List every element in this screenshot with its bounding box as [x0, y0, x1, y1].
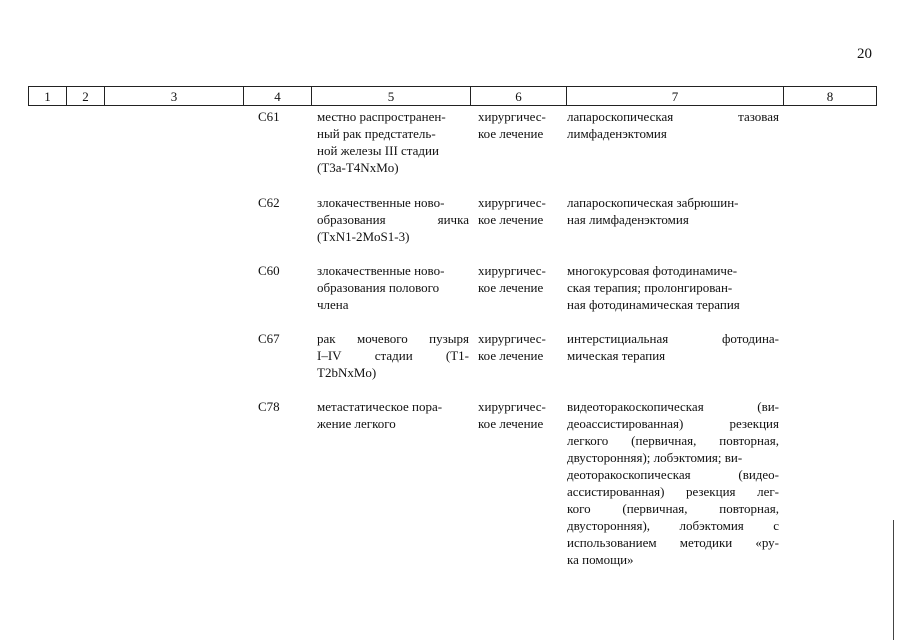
treatment-line: кое лечение: [478, 212, 544, 227]
diagnosis-line: [317, 211, 469, 228]
method-word: лег-: [757, 484, 779, 499]
method-word: деоторакоскопическая: [567, 467, 691, 482]
diagnosis-line: члена: [317, 297, 349, 312]
method-word: деоассистированная): [567, 416, 684, 431]
method-word: двусторонняя),: [567, 518, 651, 533]
diagnosis-word: рак: [317, 331, 336, 346]
method-line: [567, 466, 779, 483]
method-line: [567, 330, 779, 347]
method-word: (ви-: [757, 399, 779, 414]
diagnosis-line: злокачественные ново-: [317, 195, 445, 210]
method-word: интерстициальная: [567, 331, 669, 346]
method-word: легкого: [567, 433, 609, 448]
column-header-5: 5: [311, 86, 470, 106]
diagnosis-code: C60: [258, 263, 280, 278]
diagnosis-word: (T1-: [445, 348, 469, 363]
method-word: использованием: [567, 535, 657, 550]
column-header-3: 3: [104, 86, 243, 106]
diagnosis-word: пузыря: [429, 331, 469, 346]
method-line: ская терапия; пролонгирован-: [567, 280, 733, 295]
diagnosis-line: T2bNxMo): [317, 365, 377, 380]
method-line: ка помощи»: [567, 552, 634, 567]
column-header-8: 8: [783, 86, 877, 106]
diagnosis-line: образования полового: [317, 280, 440, 295]
diagnosis-code: C61: [258, 109, 280, 124]
diagnosis-line: [317, 330, 469, 347]
method-line: лапароскопическая забрюшин-: [567, 195, 739, 210]
method-line: [567, 108, 779, 125]
method-line: [567, 517, 779, 534]
diagnosis-code: C78: [258, 399, 280, 414]
method-line: [567, 415, 779, 432]
method-line: многокурсовая фотодинамиче-: [567, 263, 738, 278]
column-header-4: 4: [243, 86, 311, 106]
treatment-line: кое лечение: [478, 280, 544, 295]
method-word: тазовая: [738, 109, 779, 124]
treatment-line: кое лечение: [478, 416, 544, 431]
column-header-1: 1: [28, 86, 66, 106]
method-word: резекция: [729, 416, 779, 431]
method-line: [567, 534, 779, 551]
diagnosis-line: ной железы III стадии: [317, 143, 439, 158]
method-line: двусторонняя); лобэктомия; ви-: [567, 450, 743, 465]
method-line: ная лимфаденэктомия: [567, 212, 689, 227]
treatment-line: хирургичес-: [478, 399, 546, 414]
diagnosis-line: злокачественные ново-: [317, 263, 445, 278]
method-line: ная фотодинамическая терапия: [567, 297, 740, 312]
diagnosis-word: I–IV: [317, 348, 342, 363]
page-number: 20: [857, 46, 872, 62]
diagnosis-line: ный рак предстатель-: [317, 126, 436, 141]
method-line: мическая терапия: [567, 348, 666, 363]
method-word: (первичная,: [631, 433, 697, 448]
diagnosis-word: образования: [317, 212, 386, 227]
treatment-line: хирургичес-: [478, 109, 546, 124]
method-word: «ру-: [755, 535, 779, 550]
diagnosis-code: C67: [258, 331, 280, 346]
diagnosis-word: яичка: [437, 212, 469, 227]
method-word: (видео-: [738, 467, 779, 482]
method-word: повторная,: [719, 433, 779, 448]
diagnosis-line: метастатическое пора-: [317, 399, 443, 414]
method-word: с: [773, 518, 779, 533]
treatment-line: кое лечение: [478, 126, 544, 141]
method-line: лимфаденэктомия: [567, 126, 667, 141]
column-header-2: 2: [66, 86, 104, 106]
method-word: видеоторакоскопическая: [567, 399, 704, 414]
method-line: [567, 432, 779, 449]
method-line: [567, 398, 779, 415]
method-word: резекция: [685, 484, 736, 499]
treatment-line: хирургичес-: [478, 195, 546, 210]
column-header-7: 7: [566, 86, 783, 106]
method-line: [567, 500, 779, 517]
method-word: ассистированная): [567, 484, 665, 499]
method-word: фотодина-: [721, 331, 779, 346]
method-word: повторная,: [719, 501, 779, 516]
diagnosis-line: [317, 347, 469, 364]
method-word: кого: [567, 501, 591, 516]
diagnosis-code: C62: [258, 195, 280, 210]
diagnosis-line: местно распространен-: [317, 109, 446, 124]
method-line: [567, 483, 779, 500]
treatment-line: хирургичес-: [478, 263, 546, 278]
method-word: методики: [679, 535, 733, 550]
method-word: (первичная,: [622, 501, 688, 516]
column-header-6: 6: [470, 86, 566, 106]
treatment-line: хирургичес-: [478, 331, 546, 346]
diagnosis-word: стадии: [374, 348, 413, 363]
diagnosis-word: мочевого: [357, 331, 408, 346]
treatment-line: кое лечение: [478, 348, 544, 363]
diagnosis-line: жение легкого: [317, 416, 396, 431]
right-margin-rule: [893, 520, 894, 640]
method-word: лобэктомия: [679, 518, 744, 533]
method-word: лапароскопическая: [567, 109, 674, 124]
diagnosis-line: (TxN1-2MoS1-3): [317, 229, 410, 244]
diagnosis-line: (T3a-T4NxMo): [317, 160, 399, 175]
